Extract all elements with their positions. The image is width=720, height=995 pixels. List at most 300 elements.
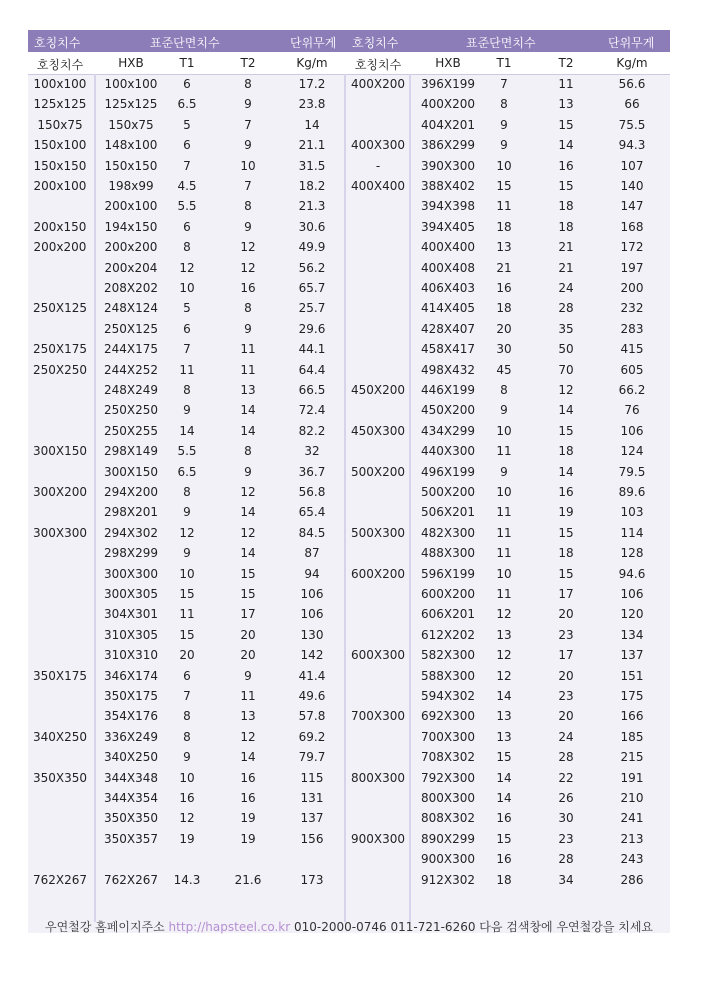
cell-hxb: 298X299: [103, 546, 159, 561]
cell-kgm-right: 605: [620, 362, 644, 377]
cell-hxb: 294X302: [103, 525, 159, 540]
cell-kgm-right: 213: [620, 831, 644, 846]
cell-t2-right: 19: [558, 505, 574, 520]
cell-kgm-right: 76: [624, 403, 640, 418]
cell-kgm: 82.2: [298, 423, 326, 438]
footer-suffix: 010-2000-0746 011-721-6260 다음 검색창에 우연철강을 치세요: [290, 920, 654, 934]
table-row-right: [28, 115, 670, 135]
cell-hxb: 125x125: [104, 97, 158, 112]
cell-nominal-right: 450X300: [350, 423, 406, 438]
cell-hxb: 200x200: [104, 240, 158, 255]
cell-t1-right: 15: [496, 750, 512, 765]
cell-t1: 6: [183, 138, 191, 153]
table-row-right: [28, 829, 670, 849]
cell-kgm-right: 94.3: [618, 138, 646, 153]
cell-kgm-right: 191: [620, 770, 644, 785]
cell-t1-right: 11: [496, 525, 512, 540]
cell-kgm: 18.2: [298, 179, 326, 193]
cell-nominal-right: 600X300: [350, 648, 406, 663]
cell-t1-right: 11: [496, 546, 512, 561]
table-row-right: [28, 400, 670, 420]
cell-hxb: 248X249: [103, 383, 159, 397]
footer-contact: [28, 918, 670, 933]
cell-t1-right: 45: [496, 362, 512, 377]
cell-hxb-right: 594X302: [420, 689, 476, 703]
cell-t2-right: 14: [558, 403, 574, 418]
cell-kgm-right: 137: [620, 648, 644, 663]
cell-kgm: 173: [300, 872, 324, 887]
table-row-right: [28, 298, 670, 318]
cell-t1-right: 7: [500, 77, 508, 91]
cell-hxb: 150x150: [104, 158, 158, 173]
cell-hxb: 200x204: [104, 260, 158, 275]
cell-t1: 9: [183, 546, 191, 561]
col-t2-right: T2: [558, 56, 574, 70]
cell-t1: 19: [179, 831, 195, 846]
cell-t2-right: 21: [558, 240, 574, 255]
cell-hxb-right: 506X201: [420, 505, 476, 520]
cell-t2: 16: [240, 281, 256, 295]
cell-t2-right: 20: [558, 668, 574, 683]
table-row-right: [28, 441, 670, 461]
table-row-right: [28, 849, 670, 869]
cell-nominal: 200x200: [33, 240, 87, 255]
cell-kgm-right: 147: [620, 199, 644, 214]
cell-hxb-right: 708X302: [420, 750, 476, 765]
cell-kgm-right: 172: [620, 240, 644, 255]
cell-kgm: 14: [304, 117, 320, 132]
cell-hxb: 300X300: [103, 566, 159, 581]
cell-kgm-right: 128: [620, 546, 644, 561]
cell-t1-right: 13: [496, 627, 512, 642]
cell-hxb-right: 612X202: [420, 627, 476, 642]
cell-hxb-right: 400X408: [420, 260, 476, 275]
table-row-right: [28, 747, 670, 767]
cell-t1-right: 11: [496, 199, 512, 214]
cell-hxb-right: 458X417: [420, 342, 476, 357]
cell-t1: 6.5: [177, 97, 197, 112]
cell-t2-right: 20: [558, 709, 574, 724]
cell-hxb: 194x150: [104, 219, 158, 234]
cell-hxb-right: 498X432: [420, 362, 476, 377]
table-row-right: [28, 808, 670, 828]
cell-hxb: 298X201: [103, 505, 159, 520]
table-row-right: [28, 686, 670, 706]
cell-kgm-right: 243: [620, 852, 644, 867]
cell-t2: 12: [240, 260, 256, 275]
cell-nominal: 300X150: [32, 444, 88, 459]
cell-nominal: 150x75: [37, 117, 83, 132]
table-row-right: [28, 890, 670, 910]
cell-kgm: 72.4: [298, 403, 326, 418]
cell-kgm: 44.1: [298, 342, 326, 357]
cell-hxb: 310X310: [103, 648, 159, 663]
table-row-right: [28, 727, 670, 747]
cell-t2-right: 23: [558, 627, 574, 642]
cell-hxb-right: 434X299: [420, 423, 476, 438]
cell-hxb-right: 386X299: [420, 138, 476, 153]
cell-kgm-right: 175: [620, 689, 644, 703]
cell-t2: 8: [244, 199, 252, 214]
cell-hxb: 340X250: [103, 750, 159, 765]
cell-t1-right: 18: [496, 301, 512, 316]
cell-t1-right: 11: [496, 444, 512, 459]
cell-kgm: 106: [300, 607, 324, 622]
table-row-right: [28, 319, 670, 339]
cell-hxb: 344X348: [103, 770, 159, 785]
cell-hxb-right: 388X402: [420, 179, 476, 193]
table-row-right: [28, 360, 670, 380]
cell-t2: 14: [240, 546, 256, 561]
table-row-right: [28, 604, 670, 624]
header-section-right: 표준단면치수: [466, 36, 536, 50]
cell-nominal: 350X175: [32, 668, 88, 683]
cell-hxb-right: 414X405: [420, 301, 476, 316]
cell-t1-right: 13: [496, 729, 512, 744]
table-row-right: [28, 278, 670, 298]
cell-hxb-right: 500X200: [420, 485, 476, 499]
cell-t1-right: 15: [496, 831, 512, 846]
cell-t2-right: 18: [558, 444, 574, 459]
cell-kgm: 25.7: [298, 301, 326, 316]
table-row-right: [28, 706, 670, 726]
header-nominal-left: 호칭치수: [34, 36, 81, 50]
cell-t1: 8: [183, 709, 191, 724]
cell-t2-right: 15: [558, 117, 574, 132]
cell-t1-right: 12: [496, 648, 512, 663]
table-row-right: [28, 380, 670, 400]
cell-nominal-right: 400X400: [350, 179, 406, 193]
cell-t1: 10: [179, 281, 195, 295]
cell-t1: 6.5: [177, 464, 197, 479]
col-t2: T2: [240, 56, 256, 70]
cell-hxb: 346X174: [103, 668, 159, 683]
cell-kgm: 65.7: [298, 281, 326, 295]
cell-t1: 5: [183, 117, 191, 132]
table-row-right: [28, 176, 670, 196]
table-row-right: [28, 94, 670, 114]
cell-t1-right: 30: [496, 342, 512, 357]
cell-kgm: 156: [300, 831, 324, 846]
cell-kgm: 36.7: [298, 464, 326, 479]
table-row-right: [28, 339, 670, 359]
cell-t1: 14.3: [173, 872, 201, 887]
cell-t1: 15: [179, 587, 195, 601]
table-row-right: [28, 74, 670, 94]
cell-hxb: 250X250: [103, 403, 159, 418]
col-nominal: 호칭치수: [36, 58, 84, 72]
cell-t2: 16: [240, 791, 256, 805]
table-row-right: [28, 502, 670, 522]
cell-t1: 6: [183, 77, 191, 91]
cell-t2: 9: [244, 97, 252, 112]
cell-kgm-right: 215: [620, 750, 644, 765]
cell-nominal: 350X350: [32, 770, 88, 785]
table-row-right: [28, 482, 670, 502]
cell-t2: 12: [240, 240, 256, 255]
cell-kgm-right: 106: [620, 423, 644, 438]
cell-t2-right: 16: [558, 158, 574, 173]
cell-hxb-right: 440X300: [420, 444, 476, 459]
cell-t1-right: 18: [496, 219, 512, 234]
cell-hxb-right: 390X300: [420, 158, 476, 173]
cell-hxb: 198x99: [108, 179, 154, 193]
cell-kgm: 49.6: [298, 689, 326, 703]
cell-nominal: 200x150: [33, 219, 87, 234]
cell-kgm: 32: [304, 444, 320, 459]
cell-nominal: 340X250: [32, 729, 88, 744]
cell-t1: 15: [179, 627, 195, 642]
cell-hxb-right: 900X300: [420, 852, 476, 867]
cell-hxb-right: 482X300: [420, 525, 476, 540]
table-row-right: [28, 156, 670, 176]
cell-kgm-right: 106: [620, 587, 644, 601]
cell-t2: 9: [244, 138, 252, 153]
cell-t2-right: 16: [558, 485, 574, 499]
cell-kgm: 21.3: [298, 199, 326, 214]
cell-hxb-right: 394X398: [420, 199, 476, 214]
cell-t1: 8: [183, 383, 191, 397]
cell-nominal: 300X200: [32, 485, 88, 499]
header-nominal-right: 호칭치수: [352, 36, 399, 50]
cell-hxb: 244X175: [103, 342, 159, 357]
cell-kgm: 79.7: [298, 750, 326, 765]
cell-t1: 8: [183, 240, 191, 255]
cell-hxb: 200x100: [104, 199, 158, 214]
cell-nominal-right: 700X300: [350, 709, 406, 724]
cell-kgm: 69.2: [298, 729, 326, 744]
cell-t2-right: 12: [558, 383, 574, 397]
cell-kgm-right: 241: [620, 811, 644, 826]
table-row-right: [28, 870, 670, 890]
header-section-left: 표준단면치수: [150, 36, 220, 50]
cell-t1-right: 16: [496, 811, 512, 826]
cell-kgm: 115: [300, 770, 324, 785]
cell-kgm: 142: [300, 648, 324, 663]
cell-nominal-right: -: [375, 158, 381, 173]
table-row-right: [28, 258, 670, 278]
table-row-right: [28, 462, 670, 482]
cell-kgm-right: 232: [620, 301, 644, 316]
cell-hxb: 294X200: [103, 485, 159, 499]
cell-hxb: 250X255: [103, 423, 159, 438]
cell-t2: 11: [240, 362, 256, 377]
cell-t2-right: 15: [558, 179, 574, 193]
cell-t1-right: 12: [496, 668, 512, 683]
cell-kgm-right: 94.6: [618, 566, 646, 581]
cell-t2: 13: [240, 709, 256, 724]
cell-hxb-right: 394X405: [420, 219, 476, 234]
cell-t1-right: 13: [496, 240, 512, 255]
cell-hxb: 248X124: [103, 301, 159, 316]
cell-hxb: 250X125: [103, 321, 159, 336]
cell-kgm: 57.8: [298, 709, 326, 724]
cell-hxb-right: 606X201: [420, 607, 476, 622]
cell-t1: 11: [179, 362, 195, 377]
cell-t2: 11: [240, 342, 256, 357]
cell-kgm-right: 286: [620, 872, 644, 887]
cell-t2: 14: [240, 750, 256, 765]
cell-nominal: 300X300: [32, 525, 88, 540]
cell-kgm-right: 79.5: [618, 464, 646, 479]
cell-t1: 20: [179, 648, 195, 663]
cell-t2: 9: [244, 219, 252, 234]
cell-kgm: 56.2: [298, 260, 326, 275]
cell-nominal: 250X125: [32, 301, 88, 316]
cell-hxb-right: 404X201: [420, 117, 476, 132]
cell-hxb-right: 496X199: [420, 464, 476, 479]
cell-kgm: 65.4: [298, 505, 326, 520]
cell-t2-right: 30: [558, 811, 574, 826]
cell-kgm: 31.5: [298, 158, 326, 173]
cell-nominal: 200x100: [33, 179, 87, 193]
cell-kgm: 23.8: [298, 97, 326, 112]
col-t1: T1: [179, 56, 195, 70]
cell-t2-right: 50: [558, 342, 574, 357]
cell-t1: 5.5: [177, 444, 197, 459]
cell-kgm: 94: [304, 566, 320, 581]
cell-nominal: 125x125: [33, 97, 87, 112]
cell-t1: 7: [183, 158, 191, 173]
cell-kgm-right: 283: [620, 321, 644, 336]
cell-t2-right: 70: [558, 362, 574, 377]
cell-hxb: 100x100: [104, 77, 158, 91]
table-row-right: [28, 421, 670, 441]
cell-hxb-right: 808X302: [420, 811, 476, 826]
cell-kgm: 106: [300, 587, 324, 601]
cell-nominal-right: 800X300: [350, 770, 406, 785]
cell-hxb: 300X305: [103, 587, 159, 601]
cell-t2: 9: [244, 464, 252, 479]
cell-t2-right: 28: [558, 750, 574, 765]
cell-t2: 13: [240, 383, 256, 397]
col-kgm: Kg/m: [296, 56, 328, 70]
cell-t2: 8: [244, 301, 252, 316]
cell-t2-right: 26: [558, 791, 574, 805]
cell-t2-right: 17: [558, 648, 574, 663]
cell-t1-right: 16: [496, 852, 512, 867]
table-row-right: [28, 768, 670, 788]
cell-t1: 6: [183, 668, 191, 683]
cell-kgm-right: 56.6: [618, 77, 646, 91]
table-row-right: [28, 217, 670, 237]
cell-kgm-right: 107: [620, 158, 644, 173]
cell-t2-right: 18: [558, 219, 574, 234]
table-row-right: [28, 196, 670, 216]
cell-t1: 6: [183, 219, 191, 234]
cell-hxb: 762X267: [103, 872, 159, 887]
cell-t1: 12: [179, 260, 195, 275]
cell-kgm-right: 210: [620, 791, 644, 805]
cell-t1-right: 8: [500, 383, 508, 397]
cell-t2: 14: [240, 423, 256, 438]
cell-kgm-right: 114: [620, 525, 644, 540]
cell-kgm: 131: [300, 791, 324, 805]
table-row-right: [28, 788, 670, 808]
cell-kgm-right: 197: [620, 260, 644, 275]
cell-kgm-right: 75.5: [618, 117, 646, 132]
cell-t1-right: 9: [500, 464, 508, 479]
cell-hxb-right: 596X199: [420, 566, 476, 581]
cell-nominal: 250X175: [32, 342, 88, 357]
cell-t2: 7: [244, 117, 252, 132]
cell-t2-right: 14: [558, 464, 574, 479]
cell-kgm-right: 134: [620, 627, 644, 642]
cell-kgm-right: 415: [620, 342, 644, 357]
cell-hxb-right: 488X300: [420, 546, 476, 561]
cell-t2-right: 34: [558, 872, 574, 887]
cell-t2: 16: [240, 770, 256, 785]
table-row-right: [28, 564, 670, 584]
cell-t2-right: 22: [558, 770, 574, 785]
cell-t1: 7: [183, 342, 191, 357]
cell-nominal: 150x150: [33, 158, 87, 173]
cell-t1: 7: [183, 689, 191, 703]
cell-t2-right: 35: [558, 321, 574, 336]
cell-kgm-right: 168: [620, 219, 644, 234]
cell-kgm: 21.1: [298, 138, 326, 153]
cell-kgm: 30.6: [298, 219, 326, 234]
cell-hxb-right: 800X300: [420, 791, 476, 805]
cell-nominal-right: 400X200: [350, 77, 406, 91]
cell-kgm-right: 120: [620, 607, 644, 622]
cell-t1: 8: [183, 485, 191, 499]
cell-kgm: 64.4: [298, 362, 326, 377]
cell-t1-right: 18: [496, 872, 512, 887]
table-row-right: [28, 645, 670, 665]
cell-hxb: 148x100: [104, 138, 158, 153]
cell-t2-right: 23: [558, 831, 574, 846]
cell-kgm-right: 66.2: [618, 383, 646, 397]
cell-t1-right: 12: [496, 607, 512, 622]
footer-url-link[interactable]: http://hapsteel.co.kr: [168, 920, 291, 934]
table-row-right: [28, 625, 670, 645]
cell-t2: 19: [240, 811, 256, 826]
cell-hxb: 354X176: [103, 709, 159, 724]
cell-t2-right: 18: [558, 546, 574, 561]
cell-t2-right: 23: [558, 689, 574, 703]
cell-t2: 15: [240, 587, 256, 601]
cell-t2: 15: [240, 566, 256, 581]
cell-kgm: 84.5: [298, 525, 326, 540]
cell-t1-right: 16: [496, 281, 512, 295]
cell-t2-right: 28: [558, 852, 574, 867]
col-hxb: HXB: [118, 56, 144, 70]
table-row-right: [28, 584, 670, 604]
cell-t1: 11: [179, 607, 195, 622]
cell-t2-right: 17: [558, 587, 574, 601]
cell-t1-right: 10: [496, 423, 512, 438]
cell-t2: 12: [240, 525, 256, 540]
cell-hxb: 298X149: [103, 444, 159, 459]
cell-t1-right: 20: [496, 321, 512, 336]
cell-kgm: 56.8: [298, 485, 326, 499]
cell-t2: 7: [244, 179, 252, 193]
cell-t2: 17: [240, 607, 256, 622]
cell-kgm: 29.6: [298, 321, 326, 336]
table-header-bar: [28, 30, 670, 52]
cell-t1: 10: [179, 566, 195, 581]
cell-t2-right: 24: [558, 729, 574, 744]
cell-nominal-right: 400X300: [350, 138, 406, 153]
cell-nominal-right: 500X300: [350, 525, 406, 540]
cell-hxb: 350X175: [103, 689, 159, 703]
cell-hxb-right: 396X199: [420, 77, 476, 91]
cell-t1: 12: [179, 811, 195, 826]
cell-t1-right: 13: [496, 709, 512, 724]
cell-nominal-right: 600X200: [350, 566, 406, 581]
cell-kgm-right: 200: [620, 281, 644, 295]
